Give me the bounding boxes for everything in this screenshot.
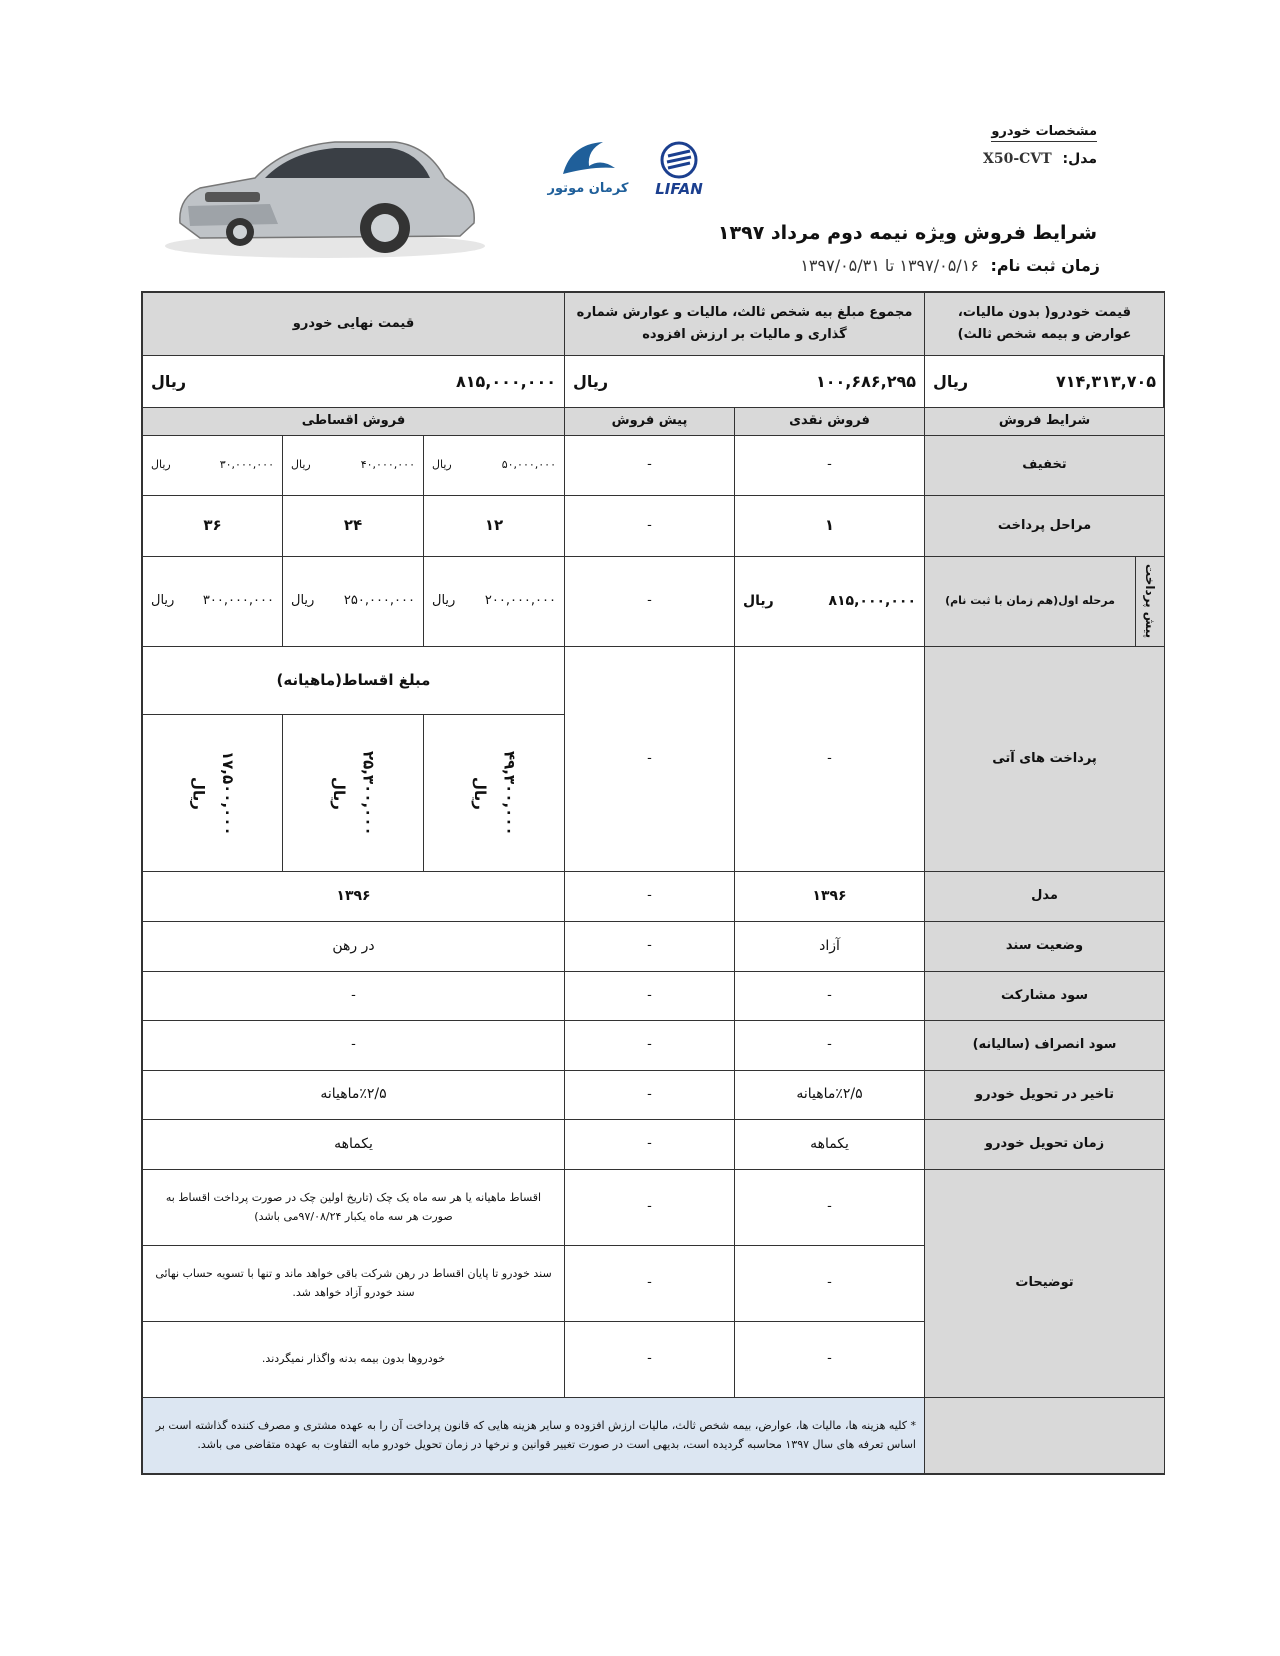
base-price-header: قیمت خودرو( بدون مالیات، عوارض و بیمه شخص ثالث) bbox=[925, 293, 1165, 356]
notes-cash-3: - bbox=[735, 1322, 925, 1398]
discount-inst-36 bbox=[143, 436, 283, 496]
notes-cash-2: - bbox=[735, 1246, 925, 1322]
notes-presale-1: - bbox=[565, 1170, 735, 1246]
prepay-amount: ۲۰۰,۰۰۰,۰۰۰ bbox=[484, 593, 556, 609]
notes-inst-2: سند خودرو تا پایان اقساط در رهن شرکت باقی خواهد ماند و تنها با تسویه حساب نهائی سند خودرو آزاد خواهد شد. bbox=[143, 1246, 565, 1322]
monthly-title: مبلغ اقساط(ماهیانه) bbox=[143, 647, 565, 715]
notes-inst-3: خودروها بدون بیمه بدنه واگذار نمیگردند. bbox=[143, 1322, 565, 1398]
cancel-label: سود انصراف (سالیانه) bbox=[925, 1021, 1165, 1071]
prepay-label: مرحله اول(هم زمان با ثبت نام) bbox=[925, 557, 1136, 647]
stages-cash: ۱ bbox=[735, 496, 925, 557]
sale-title: شرایط فروش ویژه نیمه دوم مرداد ۱۳۹۷ bbox=[717, 222, 1097, 244]
prepay-amount: ۸۱۵,۰۰۰,۰۰۰ bbox=[828, 592, 916, 609]
discount-label: تخفیف bbox=[925, 436, 1165, 496]
future-label: پرداخت های آتی bbox=[925, 647, 1165, 872]
delivery-inst: یکماهه bbox=[143, 1120, 565, 1170]
document-label: وضعیت سند bbox=[925, 922, 1165, 972]
discount-inst-12 bbox=[424, 436, 565, 496]
lifan-logo bbox=[650, 140, 708, 200]
conditions-header: شرایط فروش bbox=[925, 408, 1165, 436]
installment-header: فروش اقساطی bbox=[143, 408, 565, 436]
monthly-inst-12 bbox=[424, 715, 565, 872]
footer-side-cell bbox=[925, 1398, 1165, 1473]
discount-inst-24 bbox=[283, 436, 424, 496]
currency-label: ریال bbox=[573, 371, 609, 391]
kerman-text: کرمان موتور bbox=[547, 181, 629, 196]
notes-presale-2: - bbox=[565, 1246, 735, 1322]
stages-presale: - bbox=[565, 496, 735, 557]
tax-header: مجموع مبلغ بیه شخص ثالث، مالیات و عوارش شماره گذاری و مالیات بر ارزش افزوده bbox=[565, 293, 925, 356]
cancel-presale: - bbox=[565, 1021, 735, 1071]
document-presale: - bbox=[565, 922, 735, 972]
prepay-cash bbox=[735, 557, 925, 647]
notes-label: توضیحات bbox=[925, 1170, 1165, 1398]
sales-table bbox=[141, 291, 1165, 1475]
kerman-motor-logo bbox=[547, 136, 629, 198]
monthly-inst-36 bbox=[143, 715, 283, 872]
discount-presale: - bbox=[565, 436, 735, 496]
delay-label: تاخیر در تحویل خودرو bbox=[925, 1071, 1165, 1120]
discount-cash: - bbox=[735, 436, 925, 496]
discount-amount: ۴۰,۰۰۰,۰۰۰ bbox=[360, 458, 415, 472]
partnership-label: سود مشارکت bbox=[925, 972, 1165, 1021]
currency-label: ریال bbox=[291, 593, 315, 609]
discount-amount: ۵۰,۰۰۰,۰۰۰ bbox=[501, 458, 556, 472]
delay-cash: ٪۲/۵ماهیانه bbox=[735, 1071, 925, 1120]
model-cash: ۱۳۹۶ bbox=[735, 872, 925, 922]
lifan-text: LIFAN bbox=[655, 180, 703, 198]
stages-inst-12: ۱۲ bbox=[424, 496, 565, 557]
registration-row bbox=[800, 256, 1100, 275]
currency-label: ریال bbox=[291, 458, 311, 472]
delay-presale: - bbox=[565, 1071, 735, 1120]
notes-presale-3: - bbox=[565, 1322, 735, 1398]
model-presale: - bbox=[565, 872, 735, 922]
cash-header: فروش نقدی bbox=[735, 408, 925, 436]
currency-label: ریال bbox=[432, 458, 452, 472]
currency-label: ریال bbox=[189, 776, 208, 810]
final-price-value: ۸۱۵,۰۰۰,۰۰۰ bbox=[455, 371, 556, 391]
tax-cell bbox=[565, 356, 925, 408]
prepay-inst-36 bbox=[143, 557, 283, 647]
monthly-amount: ۱۷,۵۰۰,۰۰۰ bbox=[219, 750, 238, 836]
cancel-cash: - bbox=[735, 1021, 925, 1071]
model-label: مدل: bbox=[1062, 151, 1097, 167]
currency-label: ریال bbox=[151, 371, 187, 391]
final-price-cell bbox=[143, 356, 565, 408]
prepay-amount: ۳۰۰,۰۰۰,۰۰۰ bbox=[202, 593, 274, 609]
cancel-inst: - bbox=[143, 1021, 565, 1071]
base-price-cell bbox=[925, 356, 1165, 408]
delay-inst: ٪۲/۵ماهیانه bbox=[143, 1071, 565, 1120]
delivery-label: زمان تحویل خودرو bbox=[925, 1120, 1165, 1170]
currency-label: ریال bbox=[432, 593, 456, 609]
document-inst: در رهن bbox=[143, 922, 565, 972]
future-cash: - bbox=[735, 647, 925, 872]
model-label-cell: مدل bbox=[925, 872, 1165, 922]
partnership-presale: - bbox=[565, 972, 735, 1021]
prepay-inst-24 bbox=[283, 557, 424, 647]
final-price-header: قیمت نهایی خودرو bbox=[143, 293, 565, 356]
tax-value: ۱۰۰,۶۸۶,۲۹۵ bbox=[815, 371, 916, 391]
base-price-value: ۷۱۴,۳۱۳,۷۰۵ bbox=[1055, 371, 1156, 391]
model-inst: ۱۳۹۶ bbox=[143, 872, 565, 922]
currency-label: ریال bbox=[329, 776, 348, 810]
car-image bbox=[160, 128, 490, 263]
monthly-amount: ۲۵,۳۰۰,۰۰۰ bbox=[359, 750, 378, 836]
footer-note: * کلیه هزینه ها، مالیات ها، عوارض، بیمه شخص ثالث، مالیات ارزش افزوده و سایر هزینه هایی که قانون پرداخت آن را به عهده مشتری و مصرف کننده گذاشته است بر اساس تعرفه های سال ۱۳۹۷ محاسبه گردیده است، بدیهی است در صورت تغییر قوانین و نرخها در زمان تحویل خودرو مابه التفاوت به عهده متقاضی می باشد. bbox=[143, 1398, 925, 1473]
currency-label: ریال bbox=[151, 593, 175, 609]
monthly-amount: ۴۹,۳۰۰,۰۰۰ bbox=[500, 750, 519, 836]
prepay-group-label: پیش پرداخت bbox=[1136, 557, 1165, 647]
prepay-inst-12 bbox=[424, 557, 565, 647]
currency-label: ریال bbox=[933, 371, 969, 391]
monthly-inst-24 bbox=[283, 715, 424, 872]
discount-amount: ۳۰,۰۰۰,۰۰۰ bbox=[219, 458, 274, 472]
model-row bbox=[983, 151, 1097, 167]
stages-label: مراحل پرداخت bbox=[925, 496, 1165, 557]
partnership-inst: - bbox=[143, 972, 565, 1021]
notes-cash-1: - bbox=[735, 1170, 925, 1246]
prepay-amount: ۲۵۰,۰۰۰,۰۰۰ bbox=[343, 593, 415, 609]
model-value: X50-CVT bbox=[983, 151, 1052, 167]
currency-label: ریال bbox=[743, 592, 774, 609]
document-cash: آزاد bbox=[735, 922, 925, 972]
prepay-presale: - bbox=[565, 557, 735, 647]
registration-label: زمان ثبت نام: bbox=[990, 256, 1100, 275]
future-presale: - bbox=[565, 647, 735, 872]
stages-inst-36: ۳۶ bbox=[143, 496, 283, 557]
spec-title: مشخصات خودرو bbox=[991, 124, 1097, 142]
presale-header: پیش فروش bbox=[565, 408, 735, 436]
currency-label: ریال bbox=[470, 776, 489, 810]
delivery-cash: یکماهه bbox=[735, 1120, 925, 1170]
registration-value: ۱۳۹۷/۰۵/۱۶ تا ۱۳۹۷/۰۵/۳۱ bbox=[800, 256, 979, 275]
currency-label: ریال bbox=[151, 458, 171, 472]
notes-inst-1: اقساط ماهیانه یا هر سه ماه یک چک (تاریخ اولین چک در صورت پرداخت اقساط به صورت هر سه ماه یکبار ۹۷/۰۸/۲۴می باشد) bbox=[143, 1170, 565, 1246]
stages-inst-24: ۲۴ bbox=[283, 496, 424, 557]
delivery-presale: - bbox=[565, 1120, 735, 1170]
partnership-cash: - bbox=[735, 972, 925, 1021]
